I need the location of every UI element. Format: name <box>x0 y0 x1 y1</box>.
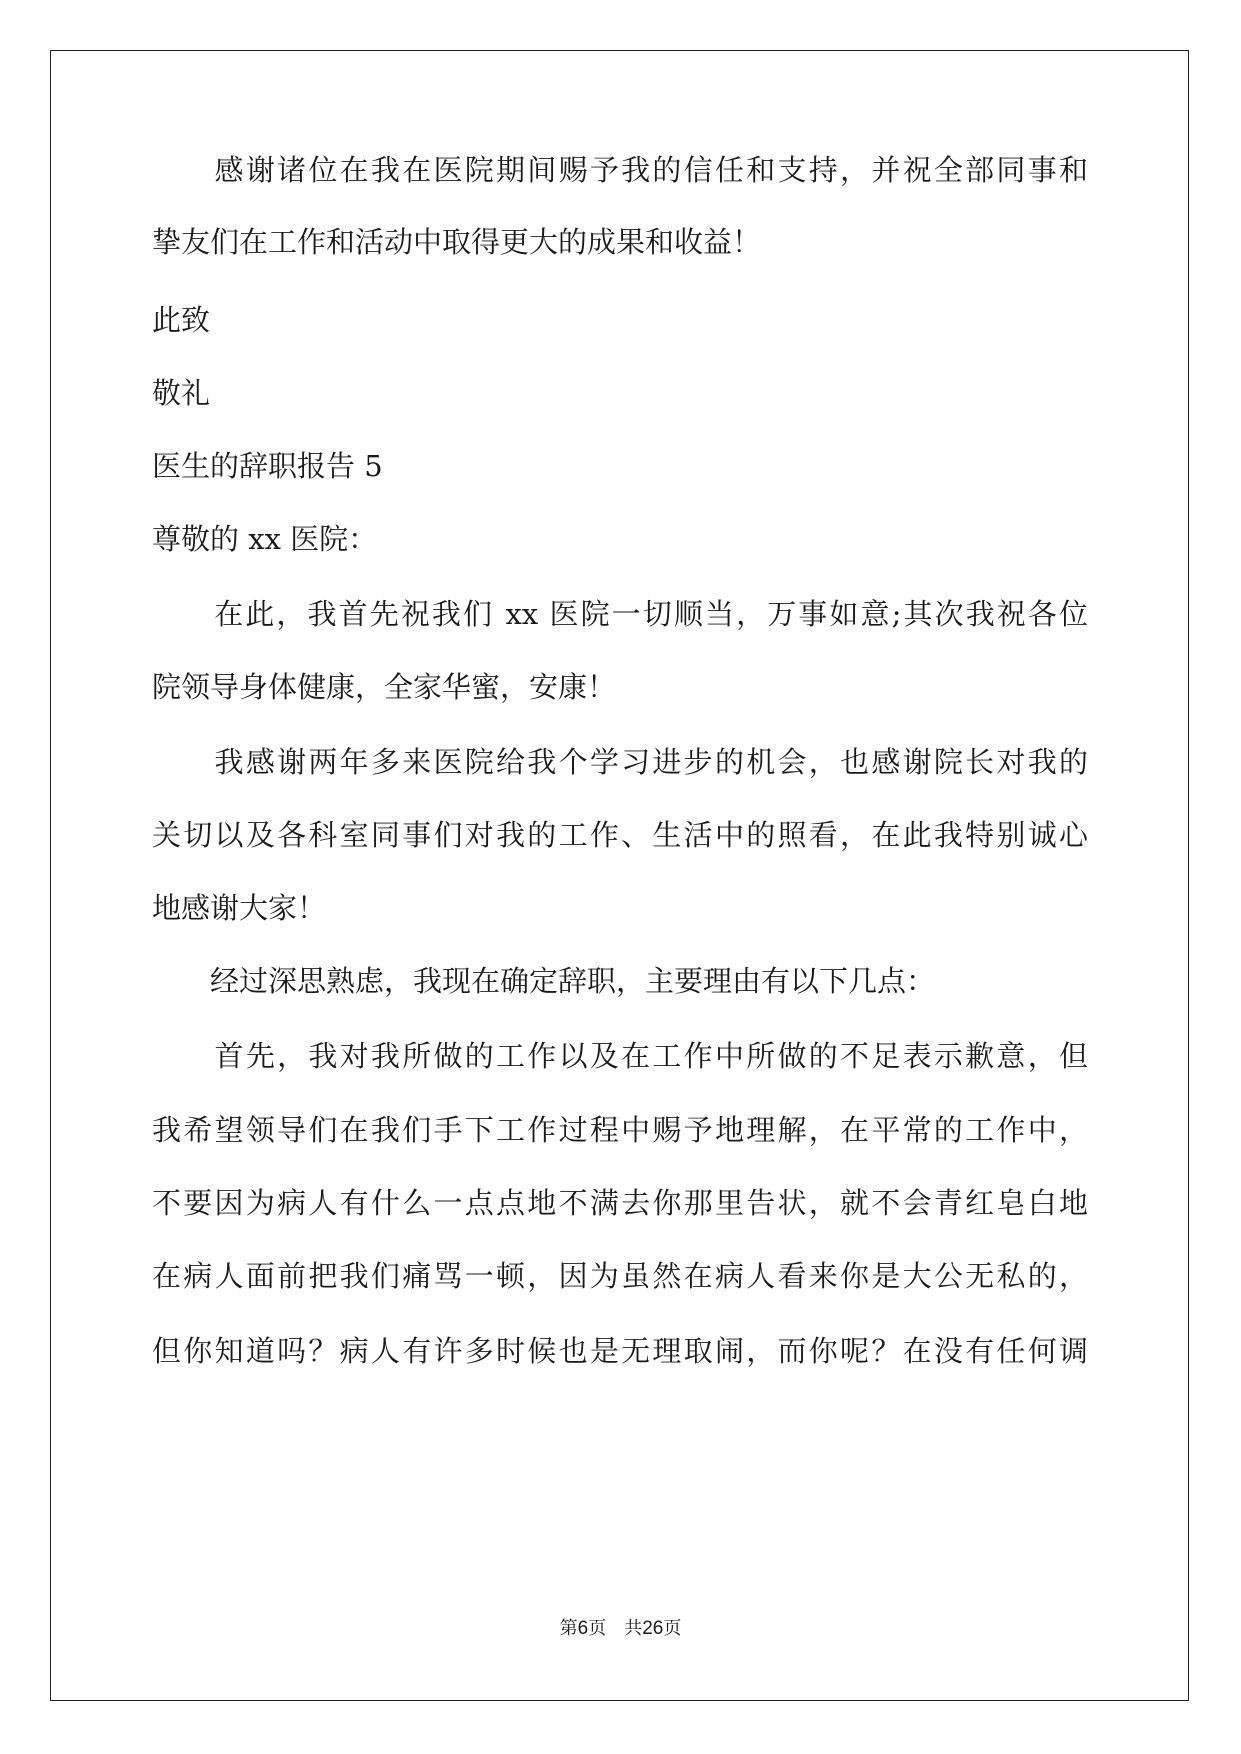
text-line: 首先，我对我所做的工作以及在工作中所做的不足表示歉意，但 <box>152 1039 1088 1073</box>
text-line: 我感谢两年多来医院给我个学习进步的机会，也感谢院长对我的 <box>152 745 1088 779</box>
letter-salutation: 尊敬的 xx 医院： <box>152 522 378 556</box>
closing-salutation: 此致 <box>152 303 211 337</box>
page-footer <box>0 1614 1241 1640</box>
text-line: 经过深思熟虑，我现在确定辞职，主要理由有以下几点： <box>152 964 936 998</box>
text-line: 院领导身体健康，全家华蜜，安康！ <box>152 670 617 704</box>
text-line: 但你知道吗？病人有许多时候也是无理取闹，而你呢？在没有任何调 <box>152 1334 1088 1368</box>
text-line: 地感谢大家！ <box>152 891 327 925</box>
page-border <box>50 50 1189 1701</box>
text-line: 感谢诸位在我在医院期间赐予我的信任和支持，并祝全部同事和 <box>152 153 1088 187</box>
section-heading: 医生的辞职报告 5 <box>152 449 383 483</box>
text-line: 我希望领导们在我们手下工作过程中赐予地理解，在平常的工作中， <box>152 1113 1088 1147</box>
footer-total-pages: 26 <box>642 1618 664 1639</box>
footer-total-prefix: 共 <box>624 1618 643 1639</box>
text-line: 挚友们在工作和活动中取得更大的成果和收益！ <box>152 225 762 259</box>
footer-page-number: 6 <box>577 1618 589 1639</box>
text-line: 在病人面前把我们痛骂一顿，因为虽然在病人看来你是大公无私的， <box>152 1259 1088 1293</box>
footer-total-suffix: 页 <box>663 1618 682 1639</box>
footer-page-prefix: 第 <box>559 1618 578 1639</box>
text-line: 不要因为病人有什么一点点地不满去你那里告状，就不会青红皂白地 <box>152 1186 1088 1220</box>
text-line: 关切以及各科室同事们对我的工作、生活中的照看，在此我特别诚心 <box>152 818 1088 852</box>
footer-page-suffix: 页 <box>588 1618 607 1639</box>
text-line: 在此，我首先祝我们 xx 医院一切顺当，万事如意;其次我祝各位 <box>152 597 1088 631</box>
closing-regards: 敬礼 <box>152 376 211 410</box>
